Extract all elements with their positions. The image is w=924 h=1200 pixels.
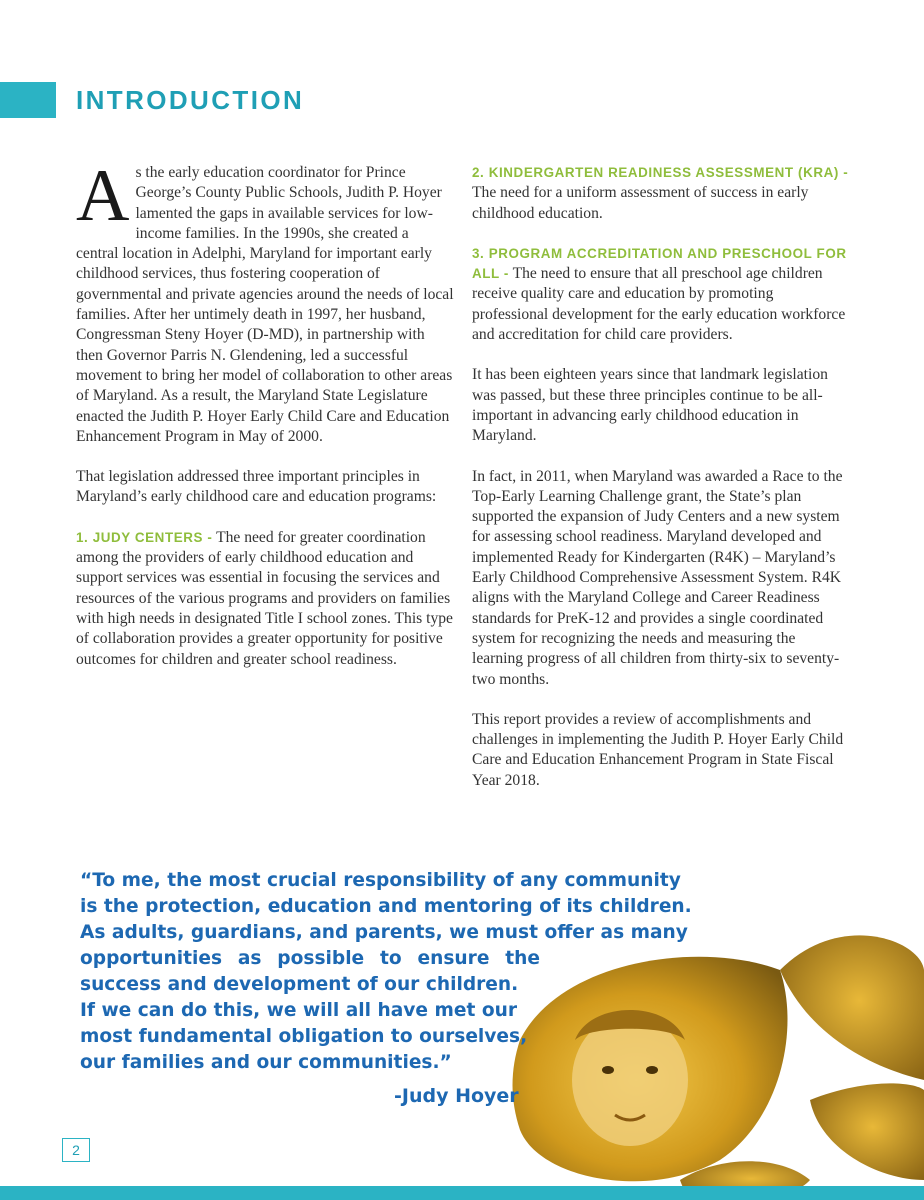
quote-block [80, 868, 700, 1076]
page-number: 2 [62, 1138, 90, 1162]
intro-paragraph [76, 155, 454, 447]
left-column [76, 155, 454, 690]
principle-heading: 2. KINDERGARTEN READINESS ASSESSMENT (KRA) - [472, 165, 849, 180]
photo-petal-right [810, 1083, 924, 1180]
quote-line: If we can do this, we will all have met our [80, 1000, 517, 1021]
quote-line: our families and our communities.” [80, 1052, 452, 1073]
footer-accent-bar [0, 1186, 924, 1200]
quote-line: opportunities as possible to ensure the [80, 948, 540, 969]
photo-petal-top [780, 935, 924, 1080]
principle-judy-centers [76, 528, 454, 670]
quote-line: success and development of our children. [80, 974, 519, 995]
principle-text: The need to ensure that all preschool age children receive quality care and education by promoting professional development for the early education workforce and accreditation for child care providers. [472, 265, 846, 344]
quote-author: -Judy Hoyer [394, 1085, 519, 1107]
principle-heading: 1. JUDY CENTERS - [76, 529, 213, 545]
right-column [472, 163, 850, 811]
intro-paragraph-text: s the early education coordinator for Prince George’s County Public Schools, Judith P. Hoyer lamented the gaps in available services for low-income families. In the 1990s, she created a central location in Adelphi, Maryland for important early childhood services, thus fostering cooperation of governmental and private agencies around the needs of local families. After her untimely death in 1997, her husband, Congressman Steny Hoyer (D-MD), in partnership with then Governor Parris N. Glendening, led a successful movement to bring her model of collaboration to other areas of Maryland. As a result, the Maryland State Legislature enacted the Judith P. Hoyer Early Child Care and Education Enhancement Program in May of 2000. [76, 164, 454, 445]
principle-heading: 3. PROGRAM ACCREDITATION AND PRESCHOOL FOR ALL - [472, 245, 847, 282]
quote-line: is the protection, education and mentoring of its children. [80, 896, 692, 917]
page-title: INTRODUCTION [76, 85, 305, 115]
quote-line: “To me, the most crucial responsibility of any community [80, 870, 681, 891]
quote-line: As adults, guardians, and parents, we must offer as many [80, 922, 688, 943]
header-accent-bar [0, 82, 56, 118]
report-summary-paragraph: This report provides a review of accomplishments and challenges in implementing the Judith P. Hoyer Early Child Care and Education Enhancement Program in State Fiscal Year 2018. [472, 710, 844, 789]
principle-accreditation [472, 244, 850, 345]
quote-line: most fundamental obligation to ourselves, [80, 1026, 528, 1047]
eighteen-years-paragraph: It has been eighteen years since that landmark legislation was passed, but these three principles continue to be all-important in advancing early childhood education in Maryland. [472, 366, 828, 445]
race-to-the-top-paragraph: In fact, in 2011, when Maryland was awarded a Race to the Top-Early Learning Challenge grant, the State’s plan supported the expansion of Judy Centers and a new system for assessing school readiness. Maryland developed and implemented Ready for Kindergarten (R4K) – Maryland’s Early Childhood Comprehensive Assessment System. R4K aligns with the Maryland College and Career Readiness standards for PreK-12 and provides a single coordinated system for recognizing the needs and measuring the learning progress of all children from thirty-six to seventy-two months. [472, 467, 843, 688]
principle-text: The need for a uniform assessment of success in early childhood education. [472, 184, 809, 222]
principle-text: The need for greater coordination among the providers of early childhood education and support services was essential in focusing the services and resources of the various programs and providers on families with high needs in designated Title I school zones. This type of collaboration provides a greater opportunity for positive outcomes for children and greater school readiness. [76, 528, 453, 668]
principle-kra [472, 163, 850, 224]
legislation-paragraph: That legislation addressed three important principles in Maryland’s early childhood care and education programs: [76, 468, 437, 506]
drop-cap: A [76, 155, 130, 237]
